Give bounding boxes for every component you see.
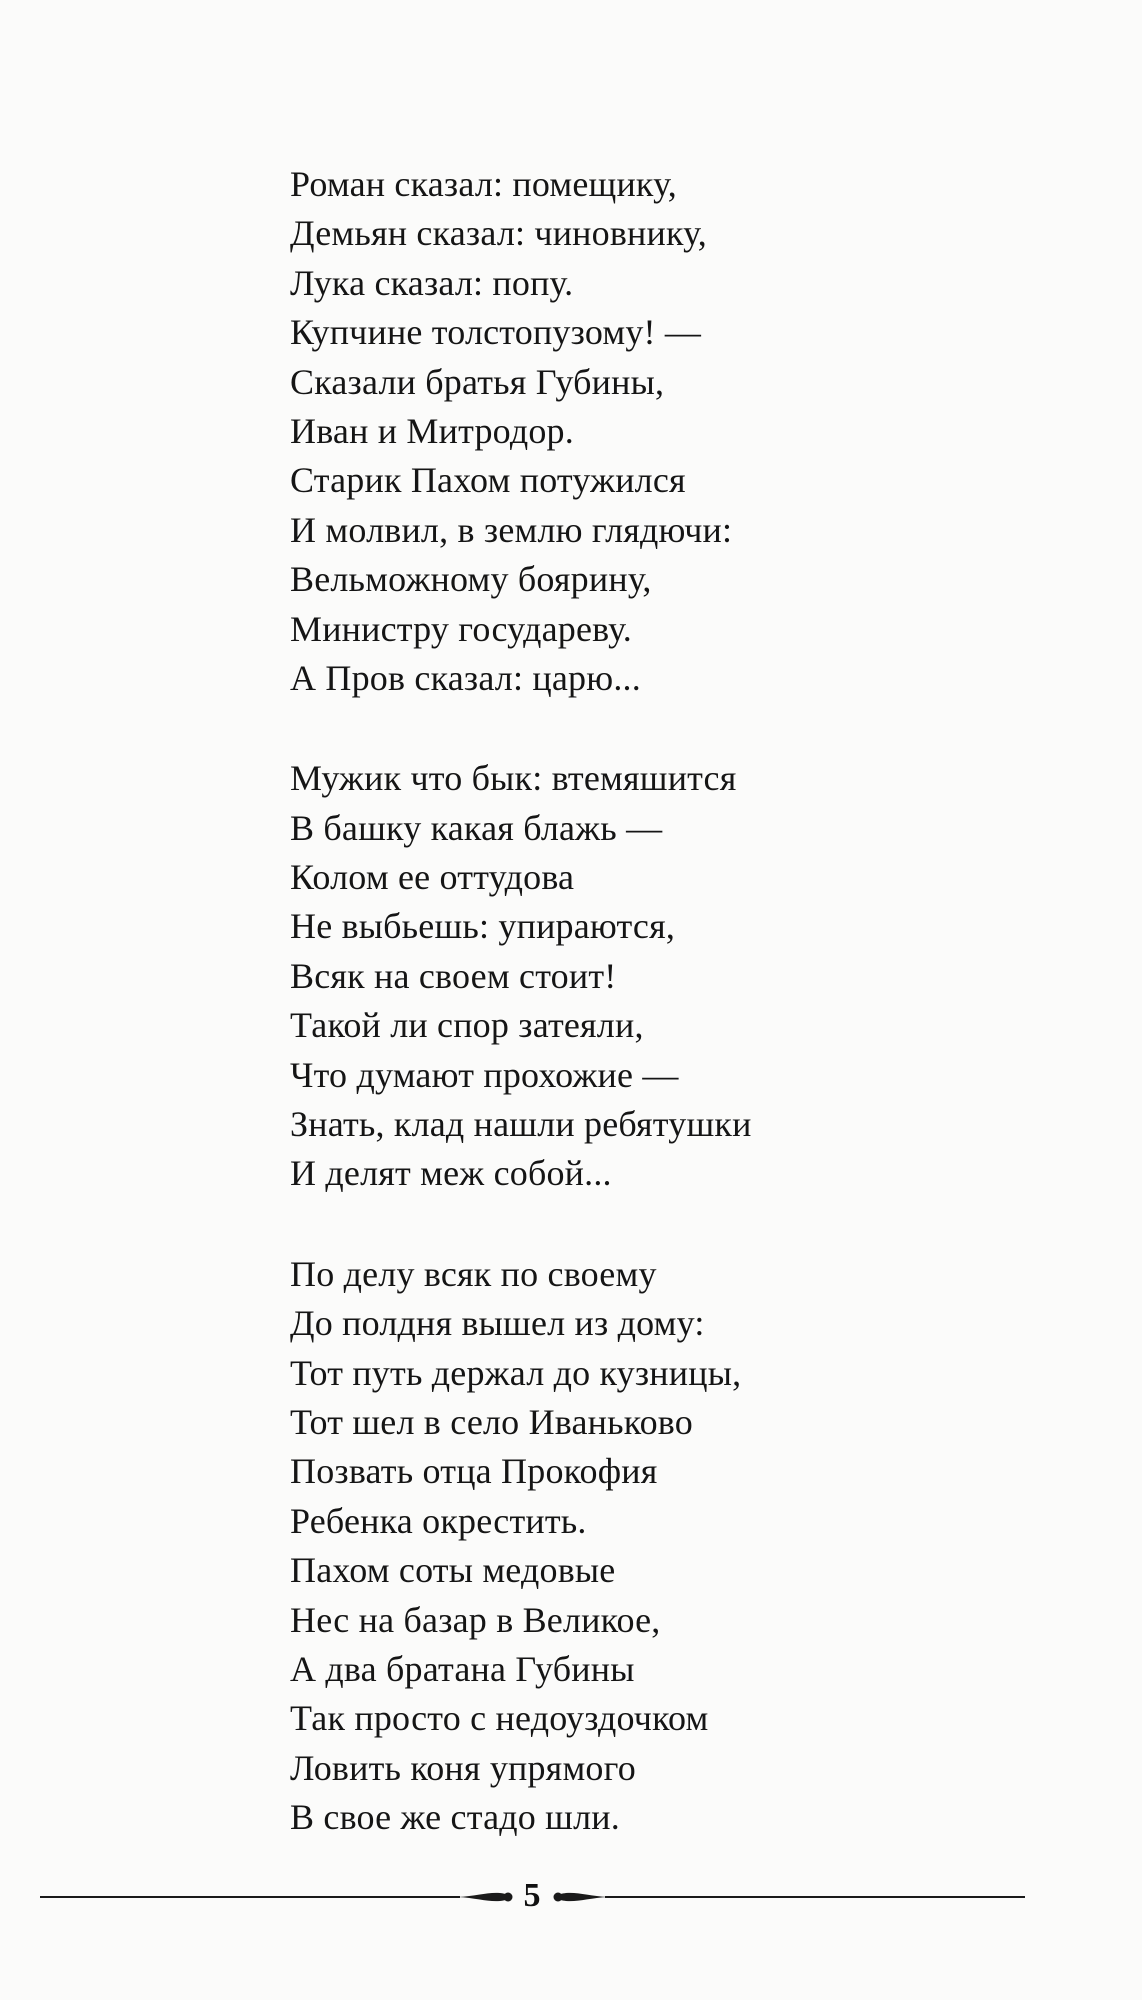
poem-line: Пахом соты медовые: [290, 1550, 616, 1591]
poem-line: Тот путь держал до кузницы,: [290, 1352, 742, 1393]
poem-line: Тот шел в село Иваньково: [290, 1401, 693, 1442]
poem-line: Купчине толстопузому! —: [290, 312, 702, 353]
poem-line: Нес на базар в Великое,: [290, 1599, 661, 1640]
poem-line: Позвать отца Прокофия: [290, 1451, 658, 1492]
stanza-2: [290, 754, 1050, 1199]
poem-text: [290, 160, 1050, 1843]
poem-line: Старик Пахом потужился: [290, 460, 686, 501]
ornament-left-icon: [458, 1886, 514, 1908]
poem-line: Мужик что бык: втемяшится: [290, 758, 737, 799]
poem-line: Знать, клад нашли ребятушки: [290, 1104, 752, 1145]
poem-line: Демьян сказал: чиновнику,: [290, 213, 707, 254]
poem-line: Колом ее оттудова: [290, 857, 575, 898]
poem-line: А Пров сказал: царю...: [290, 657, 641, 698]
stanza-break: [290, 703, 1050, 754]
page-footer: [40, 1872, 1025, 1922]
poem-line: Ребенка окрестить.: [290, 1500, 587, 1541]
poem-line: Так просто с недоуздочком: [290, 1698, 709, 1739]
poem-line: И молвил, в землю глядючи:: [290, 509, 733, 550]
stanza-break: [290, 1199, 1050, 1250]
stanza-3: [290, 1250, 1050, 1843]
poem-line: По делу всяк по своему: [290, 1253, 657, 1294]
poem-line: Такой ли спор затеяли,: [290, 1005, 644, 1046]
poem-line: Иван и Митродор.: [290, 410, 574, 451]
poem-line: До полдня вышел из дому:: [290, 1303, 705, 1344]
ornament-right-icon: [552, 1886, 608, 1908]
poem-line: В свое же стадо шли.: [290, 1797, 620, 1838]
poem-line: В башку какая блажь —: [290, 807, 663, 848]
poem-line: Сказали братья Губины,: [290, 361, 665, 402]
poem-line: Министру государеву.: [290, 608, 632, 649]
poem-line: Лука сказал: попу.: [290, 262, 574, 303]
poem-line: Не выбьешь: упираются,: [290, 906, 676, 947]
poem-line: А два братана Губины: [290, 1648, 635, 1689]
poem-line: И делят меж собой...: [290, 1153, 612, 1194]
footer-rule-left: [40, 1896, 460, 1898]
poem-line: Всяк на своем стоит!: [290, 955, 617, 996]
poem-line: Роман сказал: помещику,: [290, 164, 677, 204]
stanza-1: [290, 160, 1050, 703]
poem-line: Ловить коня упрямого: [290, 1747, 636, 1788]
page-number: 5: [523, 1877, 541, 1914]
poem-line: Вельможному боярину,: [290, 559, 652, 600]
footer-rule-right: [605, 1896, 1025, 1898]
poem-line: Что думают прохожие —: [290, 1054, 679, 1095]
